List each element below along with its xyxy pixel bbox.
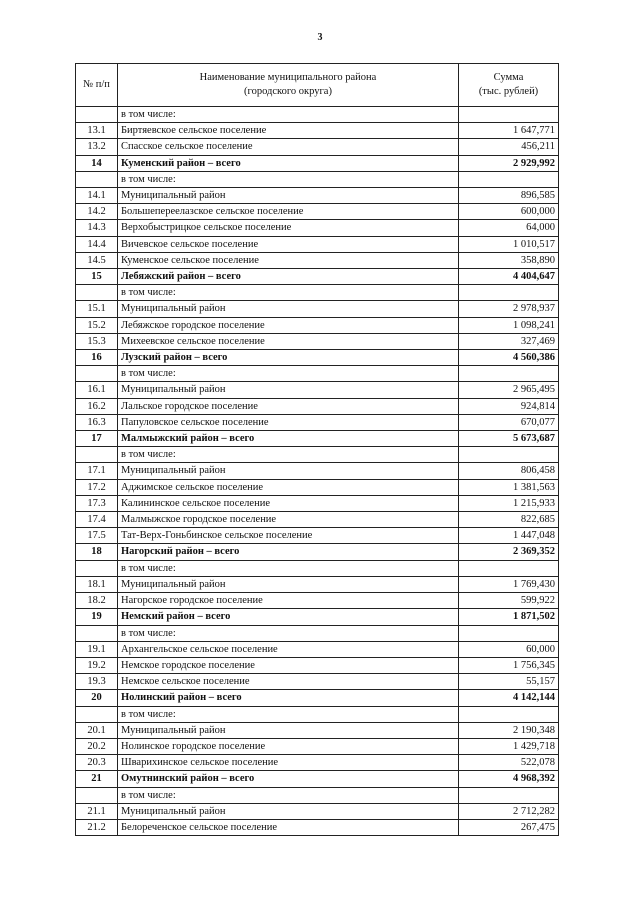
row-number-cell <box>76 787 118 803</box>
row-number-cell: 21 <box>76 771 118 787</box>
header-sum <box>459 64 559 107</box>
row-name-cell: Омутнинский район – всего <box>118 771 459 787</box>
district-total-row <box>76 609 559 625</box>
row-sum-cell: 806,458 <box>459 463 559 479</box>
row-sum-cell: 1 871,502 <box>459 609 559 625</box>
row-name-cell: Муниципальный район <box>118 188 459 204</box>
row-sum-cell: 4 404,647 <box>459 269 559 285</box>
table-row <box>76 803 559 819</box>
row-sum-cell <box>459 787 559 803</box>
row-number-cell: 15.1 <box>76 301 118 317</box>
row-name-cell: в том числе: <box>118 285 459 301</box>
header-sum-line1: Сумма <box>493 72 524 83</box>
table-header-row <box>76 64 559 107</box>
row-number-cell: 14.1 <box>76 188 118 204</box>
row-sum-cell: 64,000 <box>459 220 559 236</box>
row-number-cell: 18.1 <box>76 576 118 592</box>
row-sum-cell: 1 756,345 <box>459 657 559 673</box>
row-sum-cell: 924,814 <box>459 398 559 414</box>
row-number-cell: 16.2 <box>76 398 118 414</box>
row-number-cell: 17.5 <box>76 528 118 544</box>
row-name-cell: Вичевское сельское поселение <box>118 236 459 252</box>
row-name-cell: Лебяжское городское поселение <box>118 317 459 333</box>
row-sum-cell: 599,922 <box>459 593 559 609</box>
row-sum-cell <box>459 366 559 382</box>
row-name-cell: Муниципальный район <box>118 301 459 317</box>
table-row <box>76 414 559 430</box>
table-row <box>76 171 559 187</box>
row-sum-cell: 600,000 <box>459 204 559 220</box>
row-number-cell <box>76 447 118 463</box>
row-name-cell: Тат-Верх-Гоньбинское сельское поселение <box>118 528 459 544</box>
table-row <box>76 236 559 252</box>
row-number-cell: 17 <box>76 431 118 447</box>
row-number-cell: 18 <box>76 544 118 560</box>
row-sum-cell <box>459 560 559 576</box>
row-number-cell: 20.1 <box>76 722 118 738</box>
row-name-cell: Лальское городское поселение <box>118 398 459 414</box>
row-sum-cell: 1 381,563 <box>459 479 559 495</box>
table-row <box>76 641 559 657</box>
row-name-cell: в том числе: <box>118 171 459 187</box>
table-row <box>76 576 559 592</box>
row-sum-cell: 358,890 <box>459 252 559 268</box>
row-name-cell: Швариxинское сельское поселение <box>118 755 459 771</box>
district-total-row <box>76 269 559 285</box>
table-row <box>76 722 559 738</box>
row-number-cell: 19 <box>76 609 118 625</box>
row-sum-cell: 1 215,933 <box>459 495 559 511</box>
row-name-cell: в том числе: <box>118 625 459 641</box>
row-name-cell: Куменское сельское поселение <box>118 252 459 268</box>
row-name-cell: Лузский район – всего <box>118 350 459 366</box>
table-row <box>76 317 559 333</box>
row-name-cell: Муниципальный район <box>118 463 459 479</box>
table-row <box>76 107 559 123</box>
row-number-cell: 19.2 <box>76 657 118 673</box>
row-name-cell: Малмыжский район – всего <box>118 431 459 447</box>
row-name-cell: Аджимское сельское поселение <box>118 479 459 495</box>
row-name-cell: Верхобыстрицкое сельское поселение <box>118 220 459 236</box>
row-name-cell: Биртяевское сельское поселение <box>118 123 459 139</box>
table-row <box>76 593 559 609</box>
row-number-cell: 17.3 <box>76 495 118 511</box>
row-sum-cell: 896,585 <box>459 188 559 204</box>
row-sum-cell: 1 769,430 <box>459 576 559 592</box>
row-sum-cell: 822,685 <box>459 512 559 528</box>
budget-table <box>75 63 559 836</box>
table-row <box>76 528 559 544</box>
table-row <box>76 463 559 479</box>
row-number-cell: 15.3 <box>76 333 118 349</box>
table-row <box>76 787 559 803</box>
table-row <box>76 252 559 268</box>
table-row <box>76 382 559 398</box>
district-total-row <box>76 350 559 366</box>
row-number-cell: 16.3 <box>76 414 118 430</box>
district-total-row <box>76 771 559 787</box>
row-sum-cell: 670,077 <box>459 414 559 430</box>
table-row <box>76 220 559 236</box>
table-row <box>76 366 559 382</box>
header-name-line1: Наименование муниципального района <box>199 72 377 83</box>
row-sum-cell: 55,157 <box>459 674 559 690</box>
row-name-cell: Немское сельское поселение <box>118 674 459 690</box>
row-sum-cell: 1 447,048 <box>459 528 559 544</box>
row-name-cell: Нолинский район – всего <box>118 690 459 706</box>
table-body <box>76 107 559 836</box>
row-name-cell: Михеевское сельское поселение <box>118 333 459 349</box>
table-row <box>76 139 559 155</box>
row-number-cell <box>76 625 118 641</box>
row-name-cell: в том числе: <box>118 366 459 382</box>
table-row <box>76 819 559 835</box>
row-sum-cell: 2 965,495 <box>459 382 559 398</box>
table-row <box>76 560 559 576</box>
row-number-cell: 14 <box>76 155 118 171</box>
row-name-cell: Белореченское сельское поселение <box>118 819 459 835</box>
row-number-cell: 17.2 <box>76 479 118 495</box>
row-number-cell: 13.1 <box>76 123 118 139</box>
table-row <box>76 512 559 528</box>
row-number-cell <box>76 171 118 187</box>
table-row <box>76 625 559 641</box>
row-number-cell: 20.3 <box>76 755 118 771</box>
row-sum-cell <box>459 107 559 123</box>
row-name-cell: Немский район – всего <box>118 609 459 625</box>
row-sum-cell <box>459 706 559 722</box>
row-number-cell: 15 <box>76 269 118 285</box>
row-sum-cell: 1 647,771 <box>459 123 559 139</box>
row-number-cell: 21.1 <box>76 803 118 819</box>
row-name-cell: в том числе: <box>118 706 459 722</box>
row-number-cell: 16 <box>76 350 118 366</box>
row-name-cell: Муниципальный район <box>118 382 459 398</box>
district-total-row <box>76 155 559 171</box>
row-name-cell: Муниципальный район <box>118 722 459 738</box>
row-sum-cell: 456,211 <box>459 139 559 155</box>
table-row <box>76 333 559 349</box>
row-sum-cell: 5 673,687 <box>459 431 559 447</box>
table-row <box>76 674 559 690</box>
district-total-row <box>76 690 559 706</box>
row-name-cell: Нолинское городское поселение <box>118 738 459 754</box>
row-name-cell: Большепереелазское сельское поселение <box>118 204 459 220</box>
row-sum-cell <box>459 625 559 641</box>
row-sum-cell: 267,475 <box>459 819 559 835</box>
row-number-cell: 17.1 <box>76 463 118 479</box>
row-number-cell: 18.2 <box>76 593 118 609</box>
row-name-cell: в том числе: <box>118 447 459 463</box>
row-sum-cell: 2 190,348 <box>459 722 559 738</box>
row-sum-cell: 1 010,517 <box>459 236 559 252</box>
district-total-row <box>76 431 559 447</box>
row-sum-cell: 4 968,392 <box>459 771 559 787</box>
row-sum-cell: 1 429,718 <box>459 738 559 754</box>
row-number-cell: 14.4 <box>76 236 118 252</box>
row-name-cell: Архангельское сельское поселение <box>118 641 459 657</box>
row-number-cell: 20.2 <box>76 738 118 754</box>
row-sum-cell: 327,469 <box>459 333 559 349</box>
table-row <box>76 188 559 204</box>
header-sum-line2: (тыс. рублей) <box>478 86 539 97</box>
row-sum-cell: 522,078 <box>459 755 559 771</box>
table-row <box>76 738 559 754</box>
row-name-cell: Калининское сельское поселение <box>118 495 459 511</box>
row-sum-cell <box>459 285 559 301</box>
table-row <box>76 479 559 495</box>
header-num: № п/п <box>76 64 118 107</box>
row-name-cell: Нагорский район – всего <box>118 544 459 560</box>
row-name-cell: Куменский район – всего <box>118 155 459 171</box>
row-number-cell <box>76 107 118 123</box>
row-name-cell: Спасское сельское поселение <box>118 139 459 155</box>
table-row <box>76 755 559 771</box>
table-row <box>76 123 559 139</box>
row-name-cell: Нагорское городское поселение <box>118 593 459 609</box>
row-number-cell: 19.3 <box>76 674 118 690</box>
row-number-cell: 14.2 <box>76 204 118 220</box>
row-number-cell <box>76 560 118 576</box>
row-name-cell: в том числе: <box>118 787 459 803</box>
table-row <box>76 204 559 220</box>
row-number-cell <box>76 706 118 722</box>
row-number-cell: 16.1 <box>76 382 118 398</box>
header-name <box>118 64 459 107</box>
row-name-cell: Лебяжский район – всего <box>118 269 459 285</box>
table-row <box>76 285 559 301</box>
row-number-cell: 14.5 <box>76 252 118 268</box>
district-total-row <box>76 544 559 560</box>
row-sum-cell: 4 560,386 <box>459 350 559 366</box>
row-name-cell: Папуловское сельское поселение <box>118 414 459 430</box>
row-name-cell: Муниципальный район <box>118 576 459 592</box>
row-sum-cell: 60,000 <box>459 641 559 657</box>
row-name-cell: Немское городское поселение <box>118 657 459 673</box>
row-name-cell: в том числе: <box>118 107 459 123</box>
row-sum-cell: 2 369,352 <box>459 544 559 560</box>
row-sum-cell <box>459 171 559 187</box>
row-number-cell: 17.4 <box>76 512 118 528</box>
table-row <box>76 301 559 317</box>
row-sum-cell: 2 712,282 <box>459 803 559 819</box>
row-name-cell: в том числе: <box>118 560 459 576</box>
page-number: 3 <box>317 32 323 43</box>
table-row <box>76 447 559 463</box>
header-name-line2: (городского округа) <box>244 86 332 97</box>
row-sum-cell: 2 978,937 <box>459 301 559 317</box>
row-sum-cell: 4 142,144 <box>459 690 559 706</box>
row-sum-cell: 1 098,241 <box>459 317 559 333</box>
table-row <box>76 706 559 722</box>
row-number-cell <box>76 285 118 301</box>
row-name-cell: Малмыжское городское поселение <box>118 512 459 528</box>
row-sum-cell <box>459 447 559 463</box>
table-row <box>76 495 559 511</box>
table-row <box>76 657 559 673</box>
row-number-cell: 15.2 <box>76 317 118 333</box>
table-row <box>76 398 559 414</box>
row-sum-cell: 2 929,992 <box>459 155 559 171</box>
row-number-cell: 19.1 <box>76 641 118 657</box>
row-number-cell: 14.3 <box>76 220 118 236</box>
row-number-cell: 20 <box>76 690 118 706</box>
row-name-cell: Муниципальный район <box>118 803 459 819</box>
row-number-cell: 21.2 <box>76 819 118 835</box>
row-number-cell: 13.2 <box>76 139 118 155</box>
row-number-cell <box>76 366 118 382</box>
